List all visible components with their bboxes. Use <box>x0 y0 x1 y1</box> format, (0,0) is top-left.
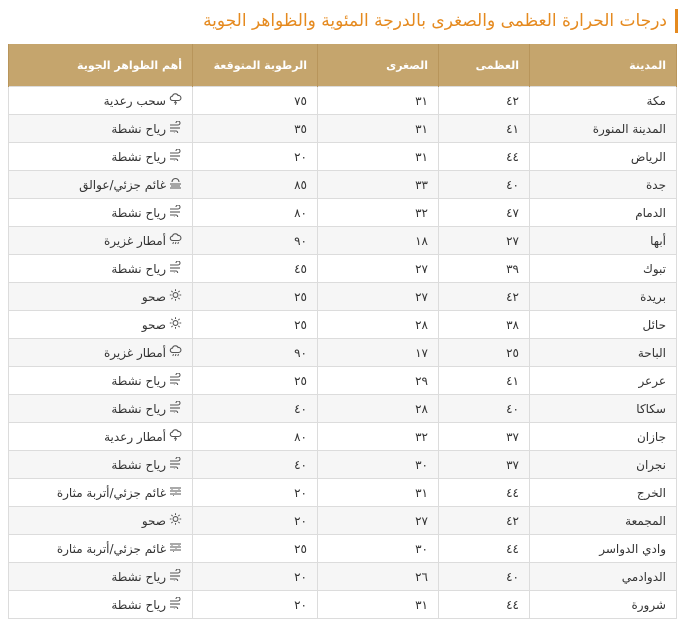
phenomena-label: أمطار غزيرة <box>103 233 166 248</box>
dust-icon <box>169 541 182 556</box>
sun-icon <box>169 317 182 332</box>
cell-phenomena <box>9 479 193 507</box>
cell-max: ٤٢ <box>439 87 530 115</box>
cell-min: ١٧ <box>318 339 439 367</box>
cell-city: جازان <box>530 423 677 451</box>
sun-icon <box>169 513 182 528</box>
cell-city: سكاكا <box>530 395 677 423</box>
wind-icon <box>169 261 182 276</box>
cell-city: نجران <box>530 451 677 479</box>
cell-phenomena <box>9 423 193 451</box>
cell-humidity: ٢٥ <box>193 367 318 395</box>
wind-icon <box>169 121 182 136</box>
phenomena-content <box>57 485 182 500</box>
phenomena-label: صحو <box>141 317 166 332</box>
cell-max: ٤٠ <box>439 171 530 199</box>
table-row <box>9 395 677 423</box>
phenomena-content <box>111 401 182 416</box>
phenomena-label: رياح نشطة <box>111 401 166 416</box>
cell-humidity: ٧٥ <box>193 87 318 115</box>
phenomena-label: رياح نشطة <box>111 205 166 220</box>
cell-min: ١٨ <box>318 227 439 255</box>
phenomena-label: رياح نشطة <box>111 569 166 584</box>
table-row <box>9 479 677 507</box>
cell-humidity: ٨٠ <box>193 199 318 227</box>
cell-min: ٣٠ <box>318 535 439 563</box>
cell-humidity: ٣٥ <box>193 115 318 143</box>
cell-phenomena <box>9 227 193 255</box>
cell-city: عرعر <box>530 367 677 395</box>
cell-humidity: ٢٠ <box>193 563 318 591</box>
weather-table <box>8 44 677 619</box>
table-row <box>9 311 677 339</box>
cell-phenomena <box>9 563 193 591</box>
cell-city: شرورة <box>530 591 677 619</box>
phenomena-label: رياح نشطة <box>111 149 166 164</box>
cell-phenomena <box>9 87 193 115</box>
cell-min: ٢٨ <box>318 395 439 423</box>
cell-min: ٢٧ <box>318 283 439 311</box>
cell-phenomena <box>9 535 193 563</box>
rain-cloud-icon <box>169 233 182 248</box>
phenomena-content <box>111 205 182 220</box>
phenomena-label: رياح نشطة <box>111 457 166 472</box>
cell-city: الدمام <box>530 199 677 227</box>
table-row <box>9 255 677 283</box>
rain-cloud-icon <box>169 345 182 360</box>
cell-city: الرياض <box>530 143 677 171</box>
table-row <box>9 171 677 199</box>
cell-max: ٤٧ <box>439 199 530 227</box>
cell-humidity: ٢٠ <box>193 591 318 619</box>
cell-humidity: ٢٥ <box>193 311 318 339</box>
table-row <box>9 591 677 619</box>
cell-max: ٣٨ <box>439 311 530 339</box>
cell-min: ٣١ <box>318 591 439 619</box>
table-row <box>9 339 677 367</box>
cell-max: ٣٧ <box>439 451 530 479</box>
cell-min: ٣١ <box>318 479 439 507</box>
table-row <box>9 451 677 479</box>
cell-humidity: ٨٥ <box>193 171 318 199</box>
cell-city: بريدة <box>530 283 677 311</box>
phenomena-content <box>111 121 182 136</box>
cell-phenomena <box>9 143 193 171</box>
cell-min: ٢٩ <box>318 367 439 395</box>
header-city: المدينة <box>530 44 677 87</box>
cell-humidity: ٢٠ <box>193 143 318 171</box>
phenomena-content <box>142 513 182 528</box>
cell-humidity: ٤٥ <box>193 255 318 283</box>
table-row <box>9 227 677 255</box>
cell-max: ٤٤ <box>439 143 530 171</box>
phenomena-label: أمطار غزيرة <box>103 345 166 360</box>
header-humidity: الرطوبة المتوقعة <box>193 44 318 87</box>
dust-icon <box>169 485 182 500</box>
wind-icon <box>169 569 182 584</box>
phenomena-content <box>142 289 182 304</box>
wind-icon <box>169 149 182 164</box>
cell-max: ٣٩ <box>439 255 530 283</box>
wind-icon <box>169 205 182 220</box>
cell-phenomena <box>9 395 193 423</box>
phenomena-label: غائم جزئي/أتربة مثارة <box>56 485 166 500</box>
table-row <box>9 367 677 395</box>
cell-humidity: ٤٠ <box>193 451 318 479</box>
header-max: العظمى <box>439 44 530 87</box>
cell-max: ٢٧ <box>439 227 530 255</box>
cell-phenomena <box>9 591 193 619</box>
table-body <box>9 87 677 619</box>
cell-min: ٢٦ <box>318 563 439 591</box>
wind-icon <box>169 401 182 416</box>
cell-phenomena <box>9 507 193 535</box>
table-row <box>9 115 677 143</box>
cell-phenomena <box>9 367 193 395</box>
cell-city: الباحة <box>530 339 677 367</box>
cell-min: ٣١ <box>318 87 439 115</box>
cell-max: ٤٤ <box>439 535 530 563</box>
table-row <box>9 423 677 451</box>
cell-min: ٣٢ <box>318 423 439 451</box>
cell-max: ٤٠ <box>439 395 530 423</box>
cell-min: ٢٨ <box>318 311 439 339</box>
table-row <box>9 507 677 535</box>
wind-icon <box>169 457 182 472</box>
table-row <box>9 283 677 311</box>
cell-max: ٤٢ <box>439 283 530 311</box>
phenomena-label: رياح نشطة <box>111 261 166 276</box>
phenomena-label: غائم جزئي/عوالق <box>79 177 166 192</box>
table-header-row <box>9 44 677 87</box>
phenomena-label: رياح نشطة <box>111 597 166 612</box>
table-row <box>9 87 677 115</box>
phenomena-label: رياح نشطة <box>111 121 166 136</box>
cell-city: تبوك <box>530 255 677 283</box>
phenomena-content <box>79 177 182 192</box>
phenomena-content <box>111 261 182 276</box>
wind-icon <box>169 597 182 612</box>
wind-icon <box>169 373 182 388</box>
cell-city: أبها <box>530 227 677 255</box>
cell-max: ٤٠ <box>439 563 530 591</box>
phenomena-content <box>104 345 182 360</box>
header-min: الصغرى <box>318 44 439 87</box>
cell-humidity: ٨٠ <box>193 423 318 451</box>
cell-min: ٢٧ <box>318 507 439 535</box>
cell-min: ٢٧ <box>318 255 439 283</box>
haze-icon <box>169 177 182 192</box>
cell-min: ٣١ <box>318 143 439 171</box>
phenomena-label: صحو <box>141 289 166 304</box>
cell-phenomena <box>9 115 193 143</box>
cell-min: ٣٣ <box>318 171 439 199</box>
phenomena-label: رياح نشطة <box>111 373 166 388</box>
cell-humidity: ٩٠ <box>193 227 318 255</box>
cell-phenomena <box>9 171 193 199</box>
cell-max: ٣٧ <box>439 423 530 451</box>
cell-max: ٤٢ <box>439 507 530 535</box>
cell-max: ٤١ <box>439 367 530 395</box>
cell-min: ٣٠ <box>318 451 439 479</box>
phenomena-label: صحو <box>141 513 166 528</box>
cell-city: حائل <box>530 311 677 339</box>
page-title: درجات الحرارة العظمى والصغرى بالدرجة المئوية والظواهر الجوية <box>203 11 667 31</box>
cell-city: الخرج <box>530 479 677 507</box>
cell-city: الدوادمي <box>530 563 677 591</box>
phenomena-label: أمطار رعدية <box>104 429 166 444</box>
cell-phenomena <box>9 199 193 227</box>
cell-city: جدة <box>530 171 677 199</box>
table-row <box>9 563 677 591</box>
cell-max: ٢٥ <box>439 339 530 367</box>
thunder-cloud-icon <box>169 429 182 444</box>
phenomena-content <box>111 569 182 584</box>
phenomena-content <box>57 541 182 556</box>
cell-city: مكة <box>530 87 677 115</box>
cell-humidity: ٢٠ <box>193 479 318 507</box>
cell-phenomena <box>9 311 193 339</box>
cell-max: ٤٤ <box>439 479 530 507</box>
phenomena-content <box>111 597 182 612</box>
phenomena-content <box>104 429 182 444</box>
cell-city: المدينة المنورة <box>530 115 677 143</box>
table-row <box>9 143 677 171</box>
title-accent-bar <box>675 9 678 33</box>
cell-humidity: ٢٥ <box>193 283 318 311</box>
page-header <box>10 6 678 36</box>
phenomena-content <box>111 457 182 472</box>
cell-phenomena <box>9 339 193 367</box>
cell-min: ٣٢ <box>318 199 439 227</box>
cell-min: ٣١ <box>318 115 439 143</box>
cell-phenomena <box>9 283 193 311</box>
phenomena-label: سحب رعدية <box>103 93 166 108</box>
phenomena-content <box>111 149 182 164</box>
table-row <box>9 535 677 563</box>
cell-city: المجمعة <box>530 507 677 535</box>
table-row <box>9 199 677 227</box>
phenomena-content <box>104 233 182 248</box>
phenomena-content <box>142 317 182 332</box>
cell-humidity: ٢٥ <box>193 535 318 563</box>
cell-humidity: ٢٠ <box>193 507 318 535</box>
phenomena-content <box>104 93 182 108</box>
thunder-cloud-icon <box>169 93 182 108</box>
cell-max: ٤١ <box>439 115 530 143</box>
header-phenomena: أهم الظواهر الجوية <box>9 44 193 87</box>
cell-city: وادي الدواسر <box>530 535 677 563</box>
phenomena-content <box>111 373 182 388</box>
cell-phenomena <box>9 255 193 283</box>
phenomena-label: غائم جزئي/أتربة مثارة <box>56 541 166 556</box>
cell-max: ٤٤ <box>439 591 530 619</box>
cell-humidity: ٩٠ <box>193 339 318 367</box>
sun-icon <box>169 289 182 304</box>
cell-phenomena <box>9 451 193 479</box>
cell-humidity: ٤٠ <box>193 395 318 423</box>
